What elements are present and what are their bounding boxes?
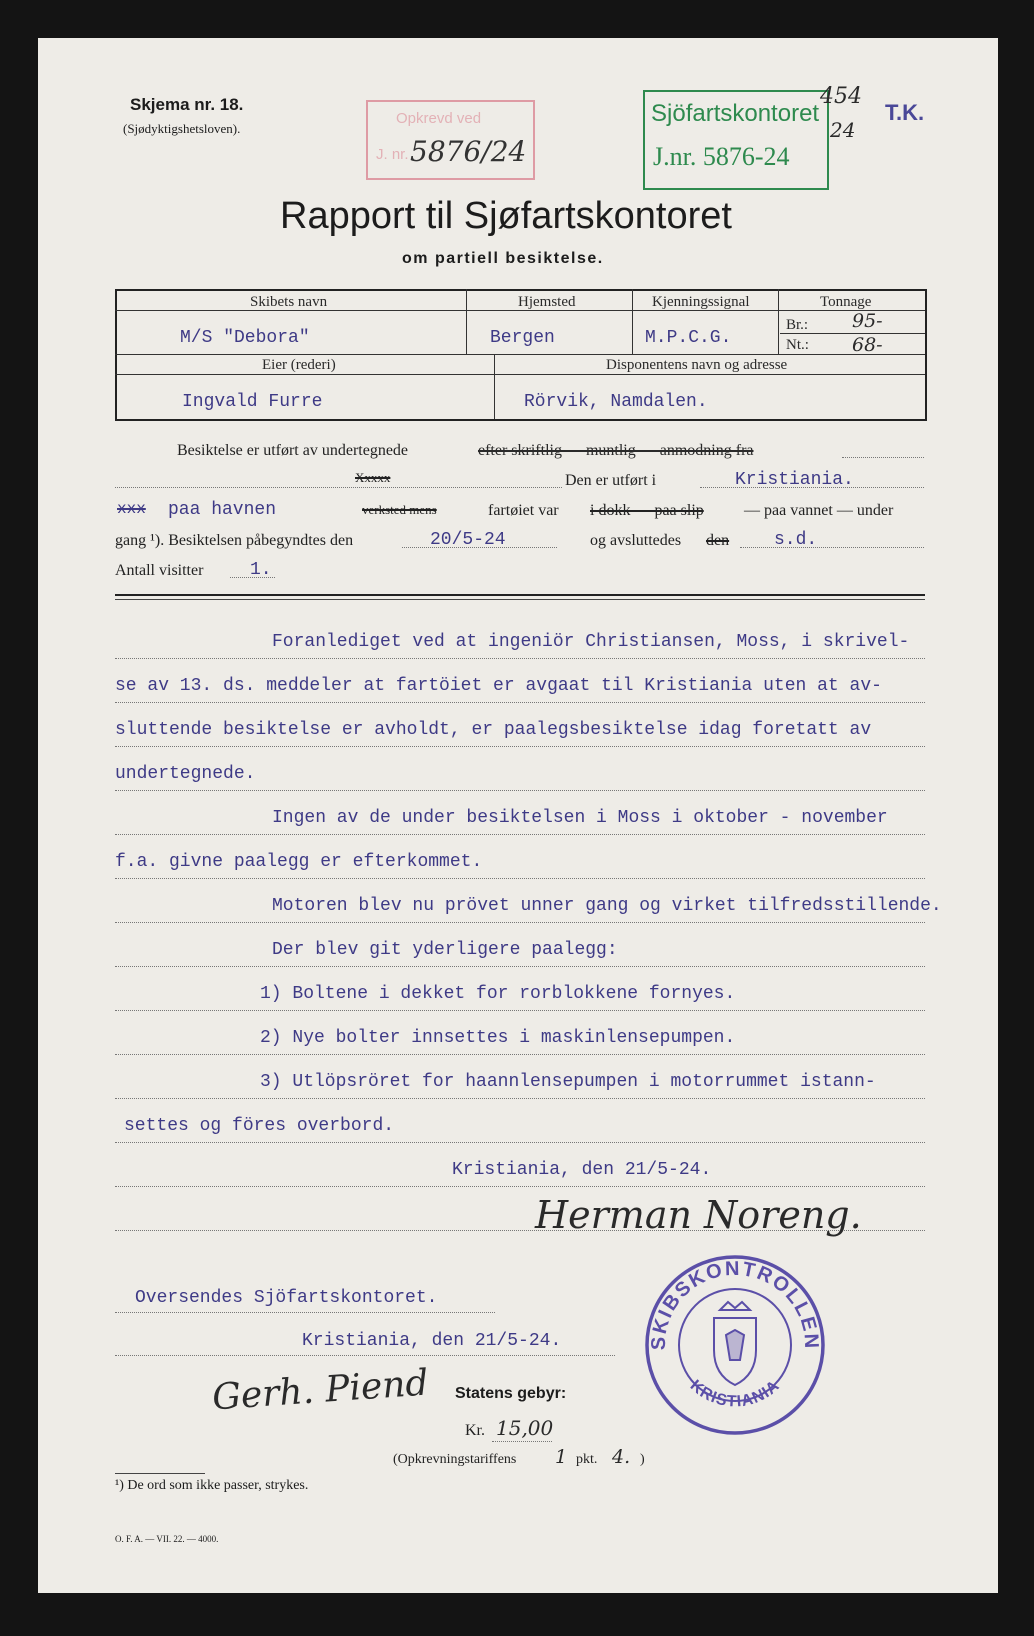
br-value: 95-: [852, 310, 883, 332]
fee-amount: 15,00: [496, 1416, 554, 1440]
call-sign-value: M.P.C.G.: [645, 328, 732, 348]
page-subtitle: om partiell besiktelse.: [402, 250, 604, 267]
survey-line3-xx: xxx: [117, 500, 146, 518]
survey-line3-struck-2: i dokk — paa slip: [590, 502, 704, 519]
body-item1: 1) Boltene i dekket for rorblokkene fornyes.: [260, 984, 736, 1004]
pink-stamp-text-2: J. nr.: [376, 146, 409, 163]
survey-line4-text-1: gang ¹). Besiktelsen påbegyndtes den: [115, 532, 354, 549]
header-call-sign: Kjenningssignal: [652, 294, 750, 310]
nt-label: Nt.:: [786, 337, 809, 353]
body-p1-l4: undertegnede.: [115, 764, 256, 784]
signature: Herman Noreng.: [535, 1193, 862, 1237]
svg-text:KRISTIANIA: [687, 1377, 783, 1410]
green-stamp-title: Sjöfartskontoret: [651, 100, 820, 127]
fee-tariff-pkt-num: 4.: [612, 1446, 631, 1468]
fee-tariff-close: ): [640, 1452, 645, 1467]
survey-harbor: paa havnen: [168, 500, 277, 520]
survey-place: Kristiania.: [735, 470, 854, 490]
header-ship-name: Skibets navn: [250, 294, 328, 310]
home-port-value: Bergen: [490, 328, 555, 348]
fee-tariff-pkt: pkt.: [576, 1452, 598, 1467]
survey-line1-text: Besiktelse er utført av undertegnede: [177, 442, 409, 459]
handwritten-number: 5876/24: [410, 135, 527, 168]
ship-name-value: M/S "Debora": [180, 328, 310, 348]
survey-line3-text-2: — paa vannet — under: [744, 502, 894, 519]
body-item2: 2) Nye bolter innsettes i maskinlensepumpen.: [260, 1028, 736, 1048]
header-manager: Disponentens navn og adresse: [606, 357, 788, 373]
survey-end-date: s.d.: [774, 530, 818, 550]
fee-label: Statens gebyr:: [455, 1385, 567, 1402]
forward-line2: Kristiania, den 21/5-24.: [302, 1331, 562, 1351]
survey-line3-text: fartøiet var: [488, 502, 559, 519]
green-stamp-number: J.nr. 5876-24: [653, 142, 790, 171]
footnote: ¹) De ord som ikke passer, strykes.: [115, 1478, 309, 1493]
body-p1-l2: se av 13. ds. meddeler at fartöiet er avgaat til Kristiania uten at av-: [115, 676, 882, 696]
body-p2-l1: Ingen av de under besiktelsen i Moss i oktober - november: [272, 808, 888, 828]
survey-line2-text: Den er utført i: [565, 472, 657, 489]
survey-line3-struck-1: verksted mens: [362, 502, 437, 517]
header-owner: Eier (rederi): [262, 357, 336, 373]
body-p3-l2: Der blev git yderligere paalegg:: [272, 940, 618, 960]
body-p1-l3: sluttende besiktelse er avholdt, er paalegsbesiktelse idag foretatt av: [115, 720, 872, 740]
schema-law: (Sjødyktigshetsloven).: [123, 121, 241, 136]
body-p3-l1: Motoren blev nu prövet unner gang og virket tilfredsstillende.: [272, 896, 942, 916]
fee-tariff-num: 1: [555, 1446, 568, 1468]
survey-line1-struck: efter skriftlig — muntlig — anmodning fra: [478, 442, 754, 459]
manager-value: Rörvik, Namdalen.: [524, 392, 708, 412]
pink-stamp-text-1: Opkrevd ved: [396, 110, 482, 127]
divider: [115, 594, 925, 596]
fee-kr-label: Kr.: [465, 1422, 485, 1439]
survey-line5-text: Antall visitter: [115, 562, 204, 579]
nt-value: 68-: [852, 334, 883, 356]
forward-line1: Oversendes Sjöfartskontoret.: [135, 1288, 438, 1308]
body-item3-l1: 3) Utlöpsröret for haannlensepumpen i motorrummet istann-: [260, 1072, 876, 1092]
owner-value: Ingvald Furre: [182, 392, 323, 412]
survey-line4-text-2: og avsluttedes: [590, 532, 682, 549]
print-code: O. F. A. — VII. 22. — 4000.: [115, 1534, 219, 1544]
page-title: Rapport til Sjøfartskontoret: [280, 195, 732, 237]
corner-initials: T.K.: [885, 100, 925, 125]
skibskontrollen-stamp: [640, 1250, 830, 1440]
br-label: Br.:: [786, 317, 809, 333]
header-home-port: Hjemsted: [518, 294, 576, 310]
survey-visits: 1.: [250, 560, 272, 580]
green-stamp: [643, 90, 829, 190]
survey-line4-struck: den: [706, 532, 730, 549]
schema-number: Skjema nr. 18.: [130, 95, 244, 114]
fee-tariff-text: (Opkrevningstariffens: [393, 1452, 517, 1467]
coat-of-arms-icon: [714, 1302, 756, 1385]
stamp-top-text: SKIBSKONTROLLEN: [647, 1257, 823, 1351]
forward-signature: Gerh. Piend: [210, 1362, 430, 1419]
body-p2-l2: f.a. givne paalegg er efterkommet.: [115, 852, 483, 872]
corner-number-2: 24: [830, 118, 856, 142]
place-date: Kristiania, den 21/5-24.: [452, 1160, 712, 1180]
survey-start-date: 20/5-24: [430, 530, 506, 550]
body-p1-l1: Foranlediget ved at ingeniör Christiansen, Moss, i skrivel-: [272, 632, 910, 652]
body-item3-l2: settes og föres overbord.: [124, 1116, 395, 1136]
stamp-bottom-text: KRISTIANIA: [686, 1377, 784, 1411]
corner-number: 454: [820, 84, 862, 109]
header-tonnage: Tonnage: [820, 294, 872, 310]
survey-line2-struck: Xxxxx: [355, 470, 391, 485]
